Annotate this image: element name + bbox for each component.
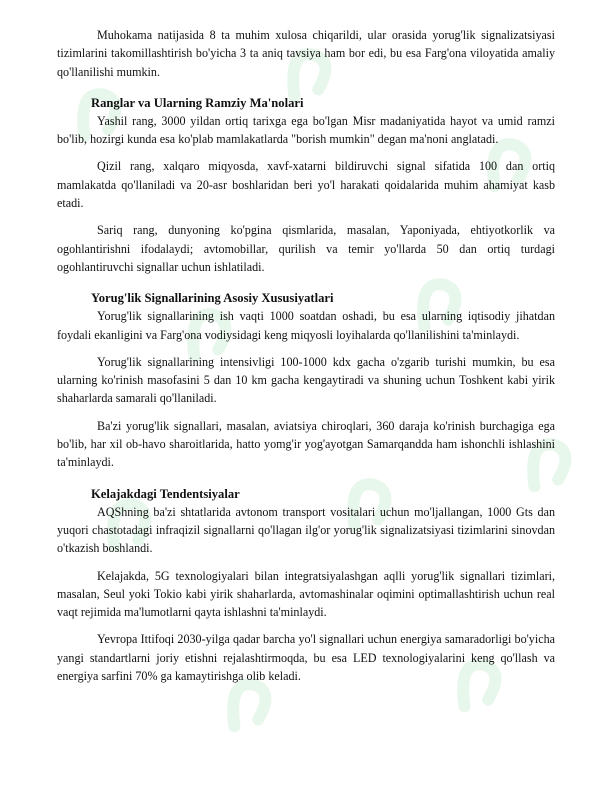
paragraph-aviation-lights: Ba'zi yorug'lik signallari, masalan, aviatsiya chiroqlari, 360 daraja ko'rinish burchagiga ega bo'lib, har xil ob-havo sharoitlarida, hatto yomg'ir yog'ayotgan Samarqandda ham ishonchli ishlashini ta'minlaydi.: [57, 418, 555, 470]
paragraph-red: Qizil rang, xalqaro miqyosda, xavf-xatarni bildiruvchi signal sifatida 100 dan ortiq mamlakatda qo'llaniladi va 20-asr boshlaridan beri yo'l harakati qoidalarida muhim ahamiyat kasb etadi.: [57, 159, 555, 211]
watermark-stroke: [219, 678, 275, 732]
paragraph-discussion-results: Muhokama natijasida 8 ta muhim xulosa chiqarildi, ular orasida yorug'lik signalizatsiyasi tizimlarini takomillashtirish bo'yicha 3 ta aniq tavsiya ham bor edi, bu esa Farg'ona viloyatida amaliy qo'llanilishi mumkin.: [57, 28, 555, 79]
paragraph-working-hours: Yorug'lik signallarining ish vaqti 1000 soatdan oshadi, bu esa ularning iqtisodiy jihatdan foydali ekanligini va Farg'ona vodiysidagi keng miqyosli loyihalarda qo'llanilishini ta'minlaydi.: [57, 309, 555, 342]
section-heading-colors: Ranglar va Ularning Ramziy Ma'nolari: [91, 95, 304, 110]
document-body: [57, 26, 555, 685]
paragraph-yellow: Sariq rang, dunyoning ko'pgina qismlarida, masalan, Yaponiyada, ehtiyotkorlik va ogohlantirishni ifodalaydi; avtomobillar, qurilish va temir yo'llarda 50 dan ortiq turdagi ogohlantiruvchi signallar uchun ishlatiladi.: [57, 223, 555, 274]
paragraph-green: Yashil rang, 3000 yildan ortiq tarixga ega bo'lgan Misr madaniyatida hayot va umid ramzi bo'lib, hozirgi kunda esa ko'plab mamlakatlarda "borish mumkin" degan ma'noni anglatadi.: [57, 113, 555, 147]
paragraph-intensity: Yorug'lik signallarining intensivligi 100-1000 kdx gacha o'zgarib turishi mumkin, bu esa ularning ko'rinish masofasini 5 dan 10 km gacha kengaytiradi va shuning uchun Toshkent kabi yirik shaharlarda samarali qo'llaniladi.: [57, 354, 555, 406]
paragraph-5g-smart-signals: Kelajakda, 5G texnologiyalari bilan integratsiyalashgan aqlli yorug'lik signallari tizimlari, masalan, Seul yoki Tokio kabi yirik shaharlarda, avtomashinalar oqimini optimallashtirish uchun real vaqt rejimida ma'lumotlarni qayta ishlashni ta'minlaydi.: [57, 568, 555, 620]
paragraph-eu-standards: Yevropa Ittifoqi 2030-yilga qadar barcha yo'l signallari uchun energiya samaradorligi bo'yicha yangi standartlarni joriy etishni rejalashtirmoqda, bu esa LED texnologiyalarini keng qo'llash va energiya sarfini 70% ga kamaytirishga olib keladi.: [57, 632, 555, 684]
section-heading-future-trends: Kelajakdagi Tendentsiyalar: [91, 486, 240, 501]
paragraph-usa-autonomous: AQShning ba'zi shtatlarida avtonom transport vositalari uchun mo'ljallangan, 1000 Gts dan yuqori chastotadagi infraqizil signallarni qo'llagan ilg'or yorug'lik signalizatsiyasi tizimlarini sinovdan o'tkazish boshlandi.: [57, 504, 555, 556]
section-heading-signal-properties: Yorug'lik Signallarining Asosiy Xususiyatlari: [91, 291, 334, 306]
